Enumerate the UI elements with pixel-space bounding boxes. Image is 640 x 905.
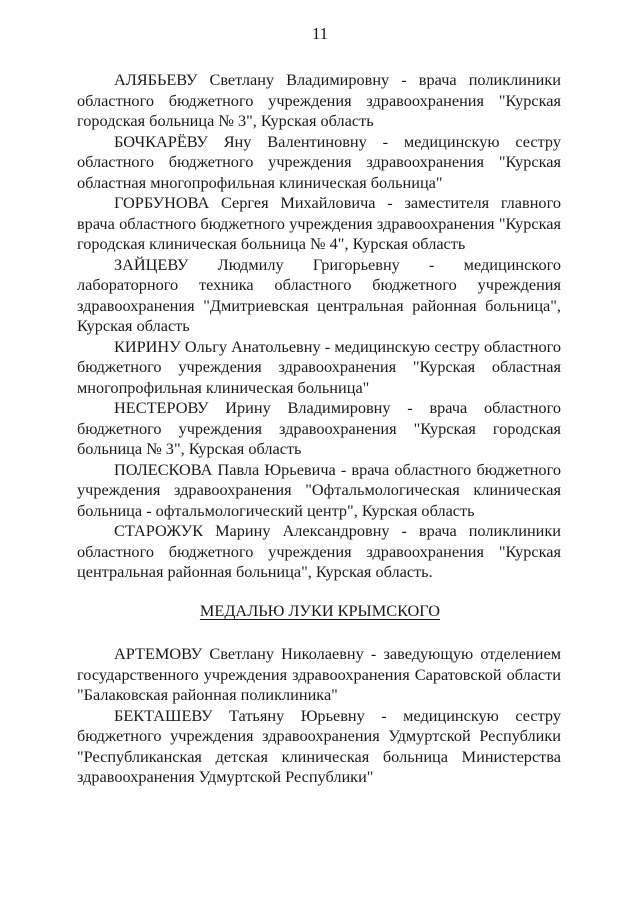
award-entry: БОЧКАРЁВУ Яну Валентиновну - медицинскую сестру областного бюджетного учреждения здравоохранения "Курская областная многопрофильная клиническая больница" — [77, 131, 561, 192]
award-entry: ГОРБУНОВА Сергея Михайловича - заместителя главного врача областного бюджетного учреждения здравоохранения "Курская городская клиническая больница № 4", Курская область — [77, 193, 561, 253]
award-list-continued — [77, 70, 561, 583]
award-entry: АЛЯБЬЕВУ Светлану Владимировну - врача поликлиники областного бюджетного учреждения здравоохранения "Курская городская больница № 3", Курская область — [77, 70, 561, 130]
award-entry: БЕКТАШЕВУ Татьяну Юрьевну - медицинскую сестру бюджетного учреждения здравоохранения Удмуртской Республики "Республиканская детская клиническая больница Министерства здравоохранения Удмуртской Республики" — [77, 705, 561, 786]
award-entry: АРТЕМОВУ Светлану Николаевну - заведующую отделением государственного учреждения здравоохранения Саратовской области "Балаковская районная поликлиника" — [77, 644, 561, 704]
award-entry: СТАРОЖУК Марину Александровну - врача поликлиники областного бюджетного учреждения здравоохранения "Курская центральная районная больница", Курская область. — [77, 521, 561, 581]
page-number: 11 — [311, 24, 329, 43]
award-entry: КИРИНУ Ольгу Анатольевну - медицинскую сестру областного бюджетного учреждения здравоохранения "Курская областная многопрофильная клиническая больница" — [77, 336, 561, 397]
award-entry: ПОЛЕСКОВА Павла Юрьевича - врача областного бюджетного учреждения здравоохранения "Офтальмологическая клиническая больница - офтальмологический центр", Курская область — [77, 459, 561, 520]
section-heading-medal: МЕДАЛЬЮ ЛУКИ КРЫМСКОГО — [199, 601, 441, 620]
award-entry: ЗАЙЦЕВУ Людмилу Григорьевну - медицинского лабораторного техника областного бюджетного учреждения здравоохранения "Дмитриевская центральная районная больница", Курская область — [77, 254, 561, 335]
award-entry: НЕСТЕРОВУ Ирину Владимировну - врача областного бюджетного учреждения здравоохранения "Курская городская больница № 3", Курская область — [77, 398, 561, 458]
award-list-medal — [77, 644, 561, 788]
